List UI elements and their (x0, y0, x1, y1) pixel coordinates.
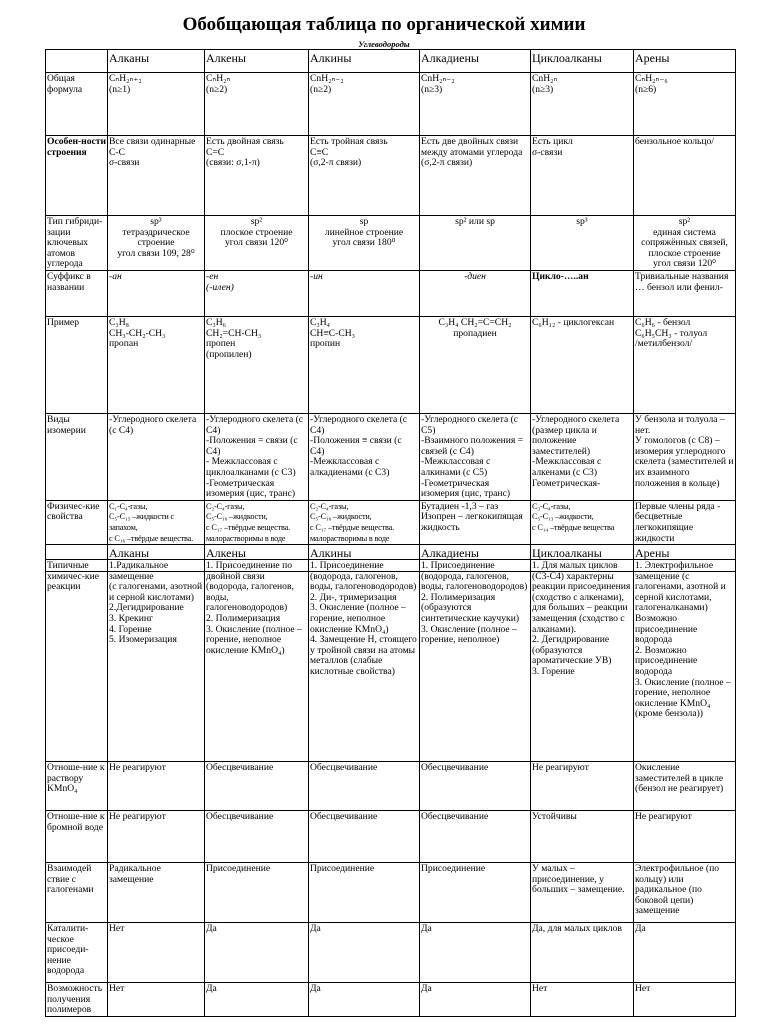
table-cell: Присоединение (309, 863, 420, 923)
table-cell: CnH₂ₙ (n≥3) (531, 73, 634, 136)
table-cell: C₂-C₄-газы, C₅-C₁₆ –жидкости, с C₁₇ –твёрдые вещества. малорастворимы в воде (309, 500, 420, 544)
table-cell: Обесцвечивание (420, 762, 531, 811)
table-cell: sp² плоское строение угол связи 120⁰ (205, 216, 309, 271)
table-row (46, 863, 736, 923)
table-cell: Окисление заместителей в цикле (бензол не реагирует) (634, 762, 736, 811)
table-cell: CₙH₂ₙ₊₂ (n≥1) (108, 73, 205, 136)
table-cell: Обесцвечивание (205, 762, 309, 811)
table-cell: Все связи одинарные C-C σ-связи (108, 136, 205, 216)
column-header: Алканы (108, 545, 205, 572)
table-cell: sp³ (531, 216, 634, 271)
table-cell: C₃H₆ CH₂=CH-CH₃ пропен (пропилен) (205, 316, 309, 413)
table-cell: Первые члены ряда - бесцветные легкокипящие жидкости (634, 500, 736, 544)
table-cell: sp² или sp (420, 216, 531, 271)
page-title: Обобщающая таблица по органической химии (182, 14, 586, 35)
row-label: Пример (46, 316, 108, 413)
table-cell: 1. Электрофильное замещение (с галогенами, азотной и серной кислотами, галогеналканами) Возможно присоединение водорода 2. Возможно присоединение водорода 3. Окисление (полное – горение, неполное окисление KMnO₄ (кроме бензола)) (634, 560, 736, 762)
table-cell: Электрофильное (по кольцу) или радикальное (по боковой цепи) замещение (634, 863, 736, 923)
row-label: Особен-ности строения (46, 136, 108, 216)
table-cell: -Углеродного скелета (размер цикла и положение заместителей) -Межклассовая с алкенами (с C3) Геометрическая- (531, 413, 634, 500)
column-header: Циклоалканы (531, 545, 634, 572)
table-row (46, 316, 736, 413)
table-cell: Не реагируют (634, 811, 736, 863)
table-cell: Тривиальные названия … бензол или фенил- (634, 270, 736, 316)
table-cell: У бензола и толуола – нет. У гомологов (с C8) – изомерия углеродного скелета (заместителей и их взаимного положения в кольце) (634, 413, 736, 500)
table-cell: Да (205, 983, 309, 1017)
table-cell: Да (205, 923, 309, 983)
table-cell: Есть тройная связь C≡C (σ,2-π связи) (309, 136, 420, 216)
row-label: Взаимодей ствие с галогенами (46, 863, 108, 923)
table-cell: C₂-C₄-газы, C₅-C₁₆ –жидкости, с C₁₇ –твёрдые вещества. малорастворимы в воде (205, 500, 309, 544)
table-row (46, 983, 736, 1017)
row-label: Общая формула (46, 73, 108, 136)
table-cell: Не реагируют (531, 762, 634, 811)
column-header: Алкины (309, 50, 420, 73)
table-cell: Да (420, 983, 531, 1017)
table-cell: Да (309, 923, 420, 983)
table-cell: Есть двойная связь C=C (связи: σ,1-π) (205, 136, 309, 216)
table-cell: Обесцвечивание (420, 811, 531, 863)
corner-cell (46, 50, 108, 73)
table-cell: 1. Присоединение (водорода, галогенов, воды, галогеноводородов) 2. Полимеризация (образуются синтетические каучуки) 3. Окисление (полное – горение, неполное) (420, 560, 531, 762)
table-cell: Радикальное замещение (108, 863, 205, 923)
table-row (46, 413, 736, 500)
table-cell: C₁-C₄-газы, C₅-C₁₅ –жидкости с запахом, с C₁₆ –твёрдые вещества. (108, 500, 205, 544)
row-label: Виды изомерии (46, 413, 108, 500)
table-cell: Не реагируют (108, 762, 205, 811)
table-row (46, 811, 736, 863)
table-cell: -ен (-илен) (205, 270, 309, 316)
table-cell: 1. Для малых циклов (C3-C4) характерны реакции присоединения (сходство с алкенами), для больших – реакции замещения (сходство с алканами). 2. Дегидрирование (образуются ароматические УВ) 3. Горение (531, 560, 634, 762)
table-cell: C₆H₆ - бензол C₆H₅CH₃ - толуол /метилбензол/ (634, 316, 736, 413)
table-cell: Есть две двойных связи между атомами углерода (σ,2-π связи) (420, 136, 531, 216)
column-header: Арены (634, 50, 736, 73)
column-header: Алкены (205, 50, 309, 73)
table-row (46, 500, 736, 544)
table-cell: Нет (108, 923, 205, 983)
table-cell: Обесцвечивание (205, 811, 309, 863)
table-cell: У малых – присоединение, у больших – замещение. (531, 863, 634, 923)
table-cell: Нет (108, 983, 205, 1017)
table-cell: CnH₂ₙ₋₂ (n≥3) (420, 73, 531, 136)
table-row (46, 73, 736, 136)
row-label: Каталити-ческое присоеди-нение водорода (46, 923, 108, 983)
table-cell: sp² единая система сопряжённых связей, плоское строение угол связи 120⁰ (634, 216, 736, 271)
column-header: Алкадиены (420, 50, 531, 73)
table-cell: C₃H₄ CH₂=C=CH₂ пропадиен (420, 316, 531, 413)
table-cell: 1. Присоединение (водорода, галогенов, воды, галогеноводородов) 2. Ди-, тримеризация 3. Окисление (полное – горение, неполное окисление KMnO₄) 4. Замещение H, стоящего у тройной связи на атомы металлов (слабые кислотные свойства) (309, 560, 420, 762)
row-label: Типичные химичес-кие реакции (46, 560, 108, 762)
table-row (46, 136, 736, 216)
table-cell: C₃H₄ CH≡C-CH₃ пропин (309, 316, 420, 413)
table-row (46, 762, 736, 811)
row-label: Тип гибриди-зации ключевых атомов углерода (46, 216, 108, 271)
column-header: Алкины (309, 545, 420, 572)
row-label: Отноше-ние к раствору KMnO₄ (46, 762, 108, 811)
table-cell: CₙH₂ₙ₋₆ (n≥6) (634, 73, 736, 136)
table-cell: C₃H₈ CH₃-CH₂-CH₃ пропан (108, 316, 205, 413)
table-row (46, 270, 736, 316)
column-header: Алкадиены (420, 545, 531, 572)
table-cell: Да (420, 923, 531, 983)
table-cell: Не реагируют (108, 811, 205, 863)
summary-table-bottom (45, 559, 736, 1017)
row-label: Отноше-ние к бромной воде (46, 811, 108, 863)
header-row (46, 50, 736, 73)
table-cell: Да (309, 983, 420, 1017)
table-cell: -диен (420, 270, 531, 316)
table-cell: sp линейное строение угол связи 180⁰ (309, 216, 420, 271)
table-cell: -ан (108, 270, 205, 316)
summary-table-top (45, 49, 736, 572)
column-header: Циклоалканы (531, 50, 634, 73)
row-label: Суффикс в названии (46, 270, 108, 316)
table-cell: Цикло-…..ан (531, 270, 634, 316)
table-cell: Бутадиен -1,3 – газ Изопрен – легкокипящая жидкость (420, 500, 531, 544)
table-cell: sp³ тетраэдрическое строение угол связи 109, 28⁰ (108, 216, 205, 271)
row-label: Физичес-кие свойства (46, 500, 108, 544)
table-cell: CₙH₂ₙ (n≥2) (205, 73, 309, 136)
table-cell: Да (634, 923, 736, 983)
table-row (46, 216, 736, 271)
table-cell: Обесцвечивание (309, 762, 420, 811)
table-cell: -Углеродного скелета (с C4) (108, 413, 205, 500)
table-cell: -Углеродного скелета (с C4) -Положения ≡ связи (с C4) -Межклассовая с алкадиенами (с C3) (309, 413, 420, 500)
table-cell: C₃-C₄-газы, C₅-C₁₃ –жидкости, с C₁₄ –твёрдые вещества (531, 500, 634, 544)
table-cell: Нет (634, 983, 736, 1017)
table-cell: Устойчивы (531, 811, 634, 863)
column-header: Арены (634, 545, 736, 572)
table-cell: бензольное кольцо/ (634, 136, 736, 216)
page-subtitle: Углеводороды (358, 39, 410, 49)
table-cell: Да, для малых циклов (531, 923, 634, 983)
table-cell: -Углеродного скелета (с C4) -Положения = связи (с C4) - Межклассовая с циклоалканами (с C3) -Геометрическая изомерия (цис, транс) (205, 413, 309, 500)
table-cell: -Углеродного скелета (с C5) -Взаимного положения = связей (с C4) -Межклассовая с алкинами (с C5) -Геометрическая изомерия (цис, транс) (420, 413, 531, 500)
table-cell: Присоединение (420, 863, 531, 923)
table-cell: -ин (309, 270, 420, 316)
table-cell: Обесцвечивание (309, 811, 420, 863)
column-header: Алкены (205, 545, 309, 572)
table-cell: C₆H₁₂ - циклогексан (531, 316, 634, 413)
row-label: Возможность получения полимеров (46, 983, 108, 1017)
table-row (46, 923, 736, 983)
table-cell: 1.Радикальное замещение (с галогенами, азотной и серной кислотами) 2.Дегидрирование 3. Крекинг 4. Горение 5. Изомеризация (108, 560, 205, 762)
table-cell: Присоединение (205, 863, 309, 923)
table-cell: Нет (531, 983, 634, 1017)
table-cell: Есть цикл σ-связи (531, 136, 634, 216)
table-cell: 1. Присоединение по двойной связи (водорода, галогенов, воды, галогеноводородов) 2. Полимеризация 3. Окисление (полное – горение, неполное окисление KMnO₄) (205, 560, 309, 762)
table-row (46, 560, 736, 762)
table-cell: CnH₂ₙ₋₂ (n≥2) (309, 73, 420, 136)
column-header: Алканы (108, 50, 205, 73)
